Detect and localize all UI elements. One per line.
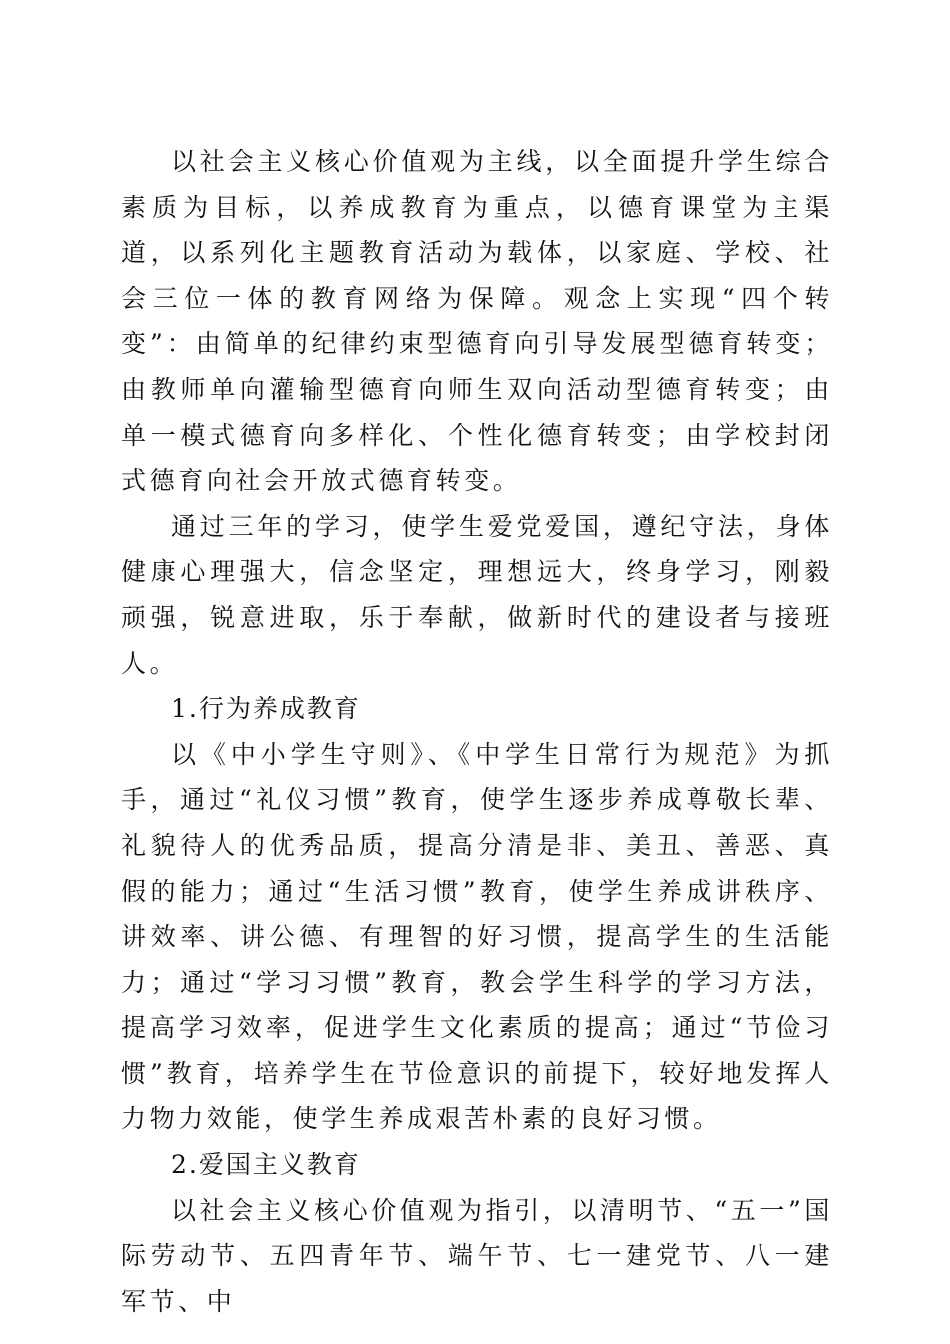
paragraph-behavior-education: 以《中小学生守则》、《中学生日常行为规范》为抓手，通过“礼仪习惯”教育，使学生逐步养成尊敬长辈、礼貌待人的优秀品质，提高分清是非、美丑、善恶、真假的能力；通过“生活习惯”教育，使学生养成讲秩序、讲效率、讲公德、有理智的好习惯，提高学生的生活能力；通过“学习习惯”教育，教会学生科学的学习方法，提高学习效率，促进学生文化素质的提高；通过“节俭习惯”教育，培养学生在节俭意识的前提下，较好地发挥人力物力效能，使学生养成艰苦朴素的良好习惯。 <box>121 739 833 1134</box>
paragraph-guiding-principle: 以社会主义核心价值观为主线，以全面提升学生综合素质为目标，以养成教育为重点，以德育课堂为主渠道，以系列化主题教育活动为载体，以家庭、学校、社会三位一体的教育网络为保障。观念上实现“四个转变”：由简单的纪律约束型德育向引导发展型德育转变；由教师单向灌输型德育向师生双向活动型德育转变；由单一模式德育向多样化、个性化德育转变；由学校封闭式德育向社会开放式德育转变。 <box>121 147 833 496</box>
section-heading-behavior-education: 1.行为养成教育 <box>171 694 361 724</box>
paragraph-patriotism-education: 以社会主义核心价值观为指引，以清明节、“五一”国际劳动节、五四青年节、端午节、七一建党节、八一建军节、中 <box>121 1195 833 1316</box>
section-heading-patriotism-education: 2.爱国主义教育 <box>171 1150 361 1180</box>
paragraph-learning-goals: 通过三年的学习，使学生爱党爱国，遵纪守法，身体健康心理强大，信念坚定，理想远大，终身学习，刚毅顽强，锐意进取，乐于奉献，做新时代的建设者与接班人。 <box>121 511 833 678</box>
document-body <box>121 139 833 1324</box>
